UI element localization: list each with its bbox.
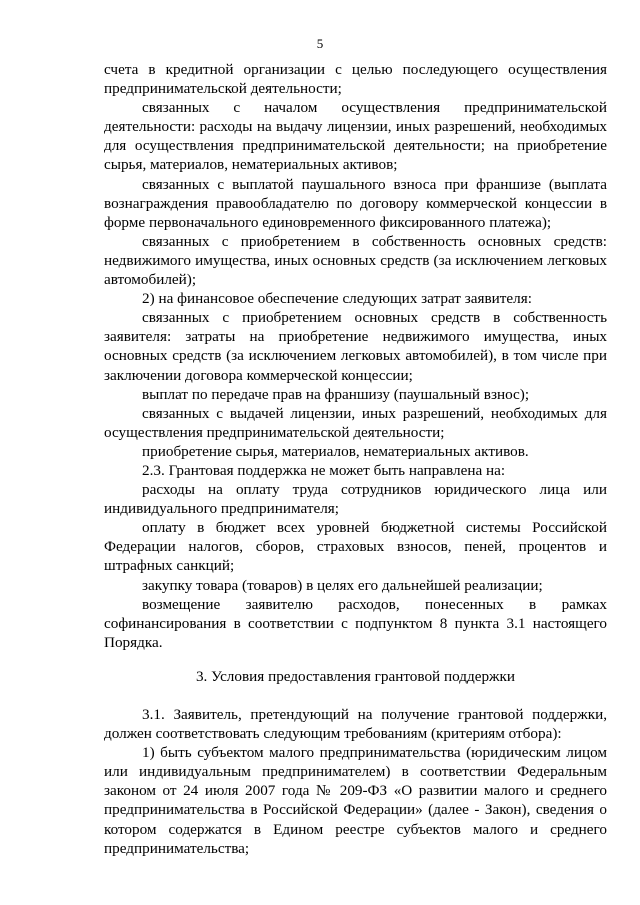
paragraph: выплат по передаче прав на франшизу (паушальный взнос); bbox=[142, 385, 530, 403]
paragraph: оплату в бюджет всех уровней бюджетной системы Российской Федерации налогов, сборов, страховых взносов, пеней, процентов и штрафных санкций; bbox=[104, 519, 607, 575]
paragraph: 1) быть субъектом малого предпринимательства (юридическим лицом или индивидуальным предпринимателем) в соответствии Федеральным законом от 24 июля 2007 года № 209-ФЗ «О развитии малого и среднего предпринимательства в Российской Федерации» (далее - Закон), сведения о котором содержатся в Едином реестре субъектов малого и среднего предпринимательства; bbox=[104, 744, 607, 857]
paragraph: возмещение заявителю расходов, понесенных в рамках софинансирования в соответствии с подпунктом 8 пункта 3.1 настоящего Порядка. bbox=[104, 595, 607, 651]
paragraph: закупку товара (товаров) в целях его дальнейшей реализации; bbox=[142, 576, 543, 594]
document-body bbox=[104, 60, 607, 858]
paragraph: связанных с приобретением в собственность основных средств: недвижимого имущества, иных основных средств (за исключением легковых автомобилей); bbox=[104, 232, 607, 289]
paragraph: 2) на финансовое обеспечение следующих затрат заявителя: bbox=[142, 290, 532, 308]
paragraph: связанных с выдачей лицензии, иных разрешений, необходимых для осуществления предпринимательской деятельности; bbox=[104, 404, 607, 441]
paragraph-continuation: счета в кредитной организации с целью последующего осуществления предпринимательской деятельности; bbox=[104, 61, 607, 98]
paragraph: связанных с началом осуществления предпринимательской деятельности: расходы на выдачу лицензии, иных разрешений, необходимых для осуществления предпринимательской деятельности; на приобретение сырья, материалов, нематериальных активов; bbox=[104, 99, 607, 174]
section-heading: 3. Условия предоставления грантовой поддержки bbox=[195, 667, 516, 685]
page-number: 5 bbox=[316, 36, 324, 51]
paragraph: 3.1. Заявитель, претендующий на получение грантовой поддержки, должен соответствовать следующим требованиям (критериям отбора): bbox=[104, 706, 607, 743]
paragraph: приобретение сырья, материалов, нематериальных активов. bbox=[142, 442, 529, 460]
paragraph: связанных с приобретением основных средств в собственность заявителя: затраты на приобретение недвижимого имущества, иных основных средств (за исключением легковых автомобилей), в том числе при заключении договора коммерческой концессии; bbox=[104, 309, 607, 384]
paragraph: связанных с выплатой паушального взноса при франшизе (выплата вознаграждения правообладателю по договору коммерческой концессии в форме первоначального единовременного фиксированного платежа); bbox=[104, 175, 607, 231]
paragraph: расходы на оплату труда сотрудников юридического лица или индивидуального предпринимателя; bbox=[104, 481, 607, 518]
paragraph: 2.3. Грантовая поддержка не может быть направлена на: bbox=[142, 461, 506, 479]
